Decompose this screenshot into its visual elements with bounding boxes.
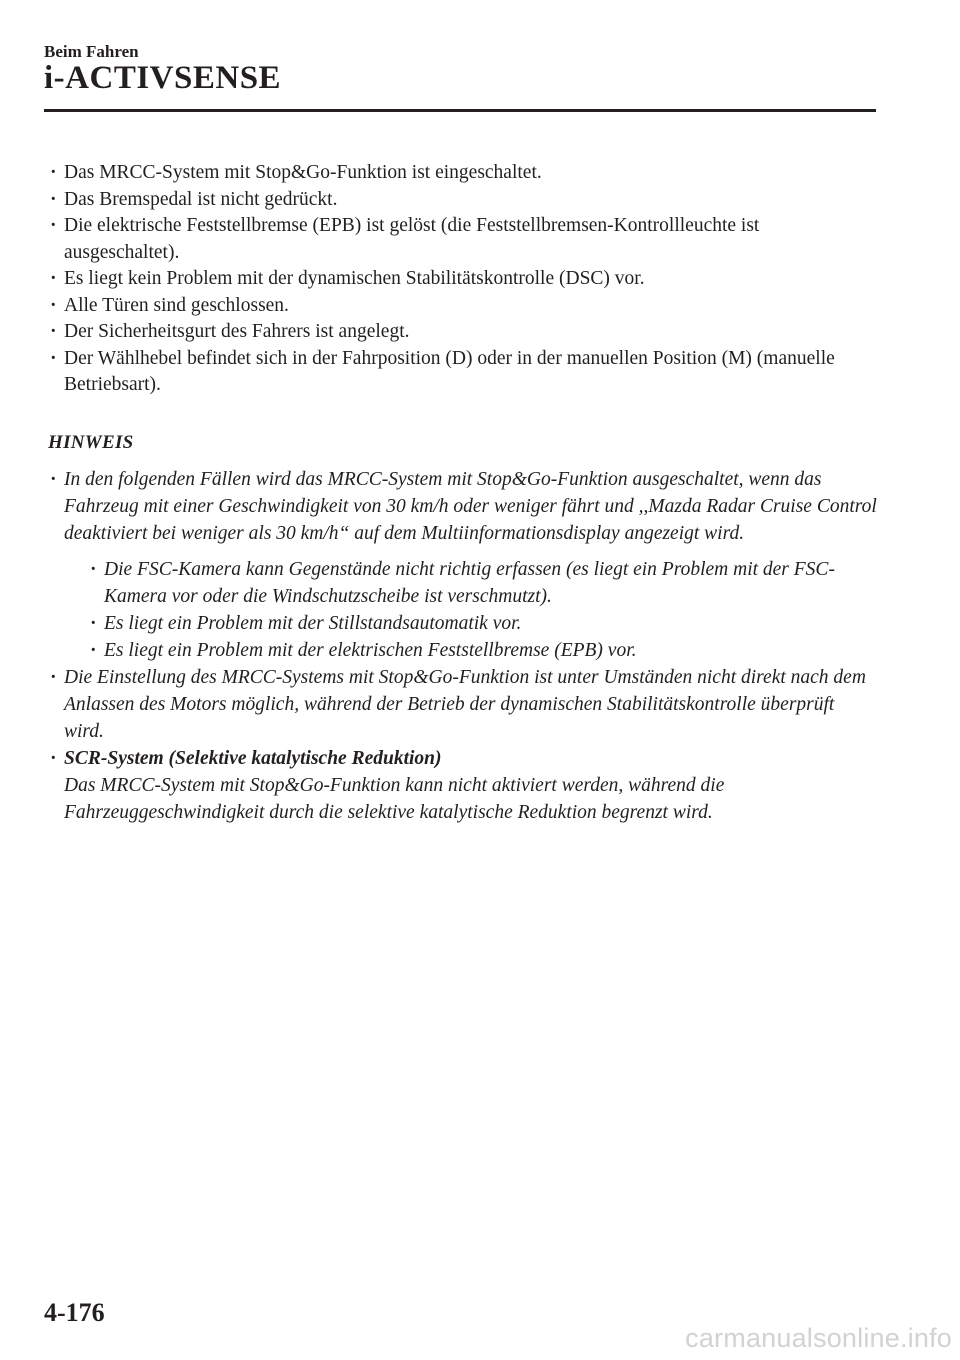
note-sub-list [64, 556, 878, 664]
watermark: carmanualsonline.info [685, 1323, 952, 1353]
note-list [48, 466, 878, 826]
list-item-text: Der Wählhebel befindet sich in der Fahrposition (D) oder in der manuellen Position (M) (manuelle Betriebsart). [64, 347, 835, 395]
bullet-icon: · [90, 639, 97, 661]
note-item [48, 466, 878, 664]
note-sub-item [88, 556, 878, 610]
bullet-icon: · [50, 321, 57, 342]
list-item [48, 160, 878, 187]
note-item [48, 745, 878, 826]
note-sub-item-text: Die FSC-Kamera kann Gegenstände nicht richtig erfassen (es liegt ein Problem mit der FSC-Kamera vor oder die Windschutzscheibe ist verschmutzt). [104, 558, 835, 607]
note-item-text: Das MRCC-System mit Stop&Go-Funktion kann nicht aktiviert werden, während die Fahrzeuggeschwindigkeit durch die selektive katalytische Reduktion begrenzt wird. [64, 774, 725, 823]
note-sub-item-text: Es liegt ein Problem mit der Stillstandsautomatik vor. [104, 612, 522, 634]
note-item [48, 664, 878, 745]
conditions-list [48, 160, 878, 399]
list-item-text: Es liegt kein Problem mit der dynamischen Stabilitätskontrolle (DSC) vor. [64, 268, 645, 289]
list-item [48, 319, 878, 346]
chapter-title: i-ACTIVSENSE [44, 60, 282, 96]
list-item [48, 266, 878, 293]
note-sub-item [88, 610, 878, 637]
section-label: Beim Fahren [44, 42, 139, 61]
list-item [48, 187, 878, 214]
bullet-icon: · [50, 294, 57, 316]
bullet-icon: · [90, 558, 97, 580]
bullet-icon: · [50, 666, 57, 688]
bullet-icon: · [50, 347, 57, 369]
list-item-text: Das Bremspedal ist nicht gedrückt. [64, 188, 338, 210]
note-heading: HINWEIS [48, 431, 134, 453]
bullet-icon: · [50, 747, 57, 769]
list-item [48, 346, 878, 399]
header-divider [44, 109, 876, 112]
note-item-title: SCR-System (Selektive katalytische Reduktion) [64, 747, 442, 769]
bullet-icon: · [50, 162, 57, 183]
note-item-text: Die Einstellung des MRCC-Systems mit Stop&Go-Funktion ist unter Umständen nicht direkt nach dem Anlassen des Motors möglich, während der Betrieb der dynamischen Stabilitätskontrolle überprüft wird. [64, 666, 866, 742]
note-item-text: In den folgenden Fällen wird das MRCC-System mit Stop&Go-Funktion ausgeschaltet, wenn das Fahrzeug mit einer Geschwindigkeit von 30 km/h oder weniger fährt und ,,Mazda Radar Cruise Control deaktiviert bei weniger als 30 km/h“ auf dem Multiinformationsdisplay angezeigt wird. [64, 468, 877, 544]
bullet-icon: · [50, 268, 57, 289]
bullet-icon: · [50, 468, 57, 490]
page-content [48, 160, 878, 826]
list-item [48, 293, 878, 320]
note-sub-item-text: Es liegt ein Problem mit der elektrischen Feststellbremse (EPB) vor. [104, 639, 637, 661]
bullet-icon: · [90, 612, 97, 634]
page-number: 4-176 [44, 1298, 105, 1327]
list-item-text: Alle Türen sind geschlossen. [64, 294, 289, 316]
list-item-text: Die elektrische Feststellbremse (EPB) ist gelöst (die Feststellbremsen-Kontrollleuchte ist ausgeschaltet). [64, 215, 760, 263]
list-item-text: Das MRCC-System mit Stop&Go-Funktion ist eingeschaltet. [64, 162, 542, 183]
list-item-text: Der Sicherheitsgurt des Fahrers ist angelegt. [64, 321, 410, 342]
bullet-icon: · [50, 188, 57, 210]
note-sub-item [88, 637, 878, 664]
list-item [48, 213, 878, 266]
bullet-icon: · [50, 215, 57, 236]
